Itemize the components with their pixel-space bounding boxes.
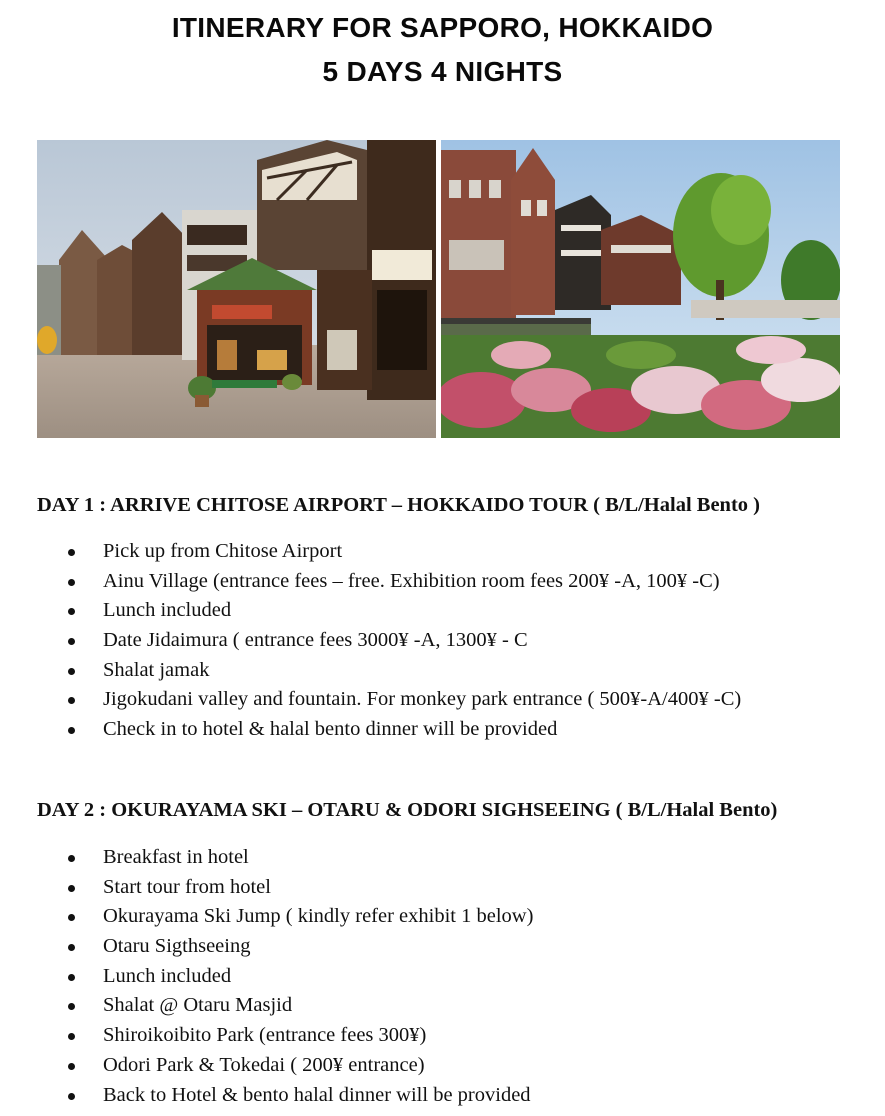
activity-text: Date Jidaimura ( entrance fees 3000¥ -A, 1300¥ - C — [103, 629, 528, 652]
day-1-heading: DAY 1 : ARRIVE CHITOSE AIRPORT – HOKKAIDO TOUR ( B/L/Halal Bento ) — [37, 494, 760, 516]
activity-text: Jigokudani valley and fountain. For monkey park entrance ( 500¥-A/400¥ -C) — [103, 688, 742, 711]
itinerary-subtitle: 5 DAYS 4 NIGHTS — [322, 56, 563, 87]
list-item — [0, 992, 533, 1022]
activity-text: Otaru Sigthseeing — [103, 935, 251, 958]
list-item — [0, 1082, 533, 1112]
list-item — [0, 597, 741, 627]
bullet-icon — [68, 549, 75, 556]
rose-garden-tudor-buildings-photo — [441, 140, 840, 438]
list-item — [0, 844, 533, 874]
activity-text: Odori Park & Tokedai ( 200¥ entrance) — [103, 1053, 425, 1076]
bullet-icon — [68, 974, 75, 981]
list-item — [0, 538, 741, 568]
bullet-icon — [68, 944, 75, 951]
list-item — [0, 963, 533, 993]
day-1-activity-list — [0, 538, 741, 746]
bullet-icon — [68, 914, 75, 921]
bullet-icon — [68, 668, 75, 675]
bullet-icon — [68, 885, 75, 892]
list-item — [0, 1022, 533, 1052]
bullet-icon — [68, 1063, 75, 1070]
list-item — [0, 716, 741, 746]
list-item — [0, 874, 533, 904]
bullet-icon — [68, 727, 75, 734]
itinerary-title: ITINERARY FOR SAPPORO, HOKKAIDO — [171, 12, 714, 43]
list-item — [0, 1052, 533, 1082]
activity-text: Shalat @ Otaru Masjid — [103, 994, 293, 1017]
activity-text: Breakfast in hotel — [103, 846, 249, 868]
list-item — [0, 933, 533, 963]
list-item — [0, 568, 741, 598]
list-item — [0, 627, 741, 657]
bullet-icon — [68, 1033, 75, 1040]
bullet-icon — [68, 1093, 75, 1100]
activity-text: Start tour from hotel — [103, 875, 271, 898]
activity-text: Check in to hotel & halal bento dinner will be provided — [103, 718, 558, 741]
activity-text: Pick up from Chitose Airport — [103, 540, 343, 562]
bullet-icon — [68, 1003, 75, 1010]
wooden-shop-street-photo — [37, 140, 436, 438]
activity-text: Okurayama Ski Jump ( kindly refer exhibit 1 below) — [103, 905, 534, 928]
day-2-activity-list — [0, 844, 533, 1111]
bullet-icon — [68, 579, 75, 586]
bullet-icon — [68, 697, 75, 704]
list-item — [0, 657, 741, 687]
activity-text: Lunch included — [103, 599, 232, 622]
list-item — [0, 686, 741, 716]
activity-text: Shalat jamak — [103, 658, 210, 681]
day-2-heading: DAY 2 : OKURAYAMA SKI – OTARU & ODORI SIGHSEEING ( B/L/Halal Bento) — [37, 799, 778, 821]
bullet-icon — [68, 855, 75, 862]
activity-text: Ainu Village (entrance fees – free. Exhibition room fees 200¥ -A, 100¥ -C) — [103, 569, 720, 592]
activity-text: Back to Hotel & bento halal dinner will be provided — [103, 1083, 531, 1106]
list-item — [0, 903, 533, 933]
bullet-icon — [68, 638, 75, 645]
bullet-icon — [68, 608, 75, 615]
activity-text: Shiroikoibito Park (entrance fees 300¥) — [103, 1024, 427, 1047]
activity-text: Lunch included — [103, 964, 232, 987]
